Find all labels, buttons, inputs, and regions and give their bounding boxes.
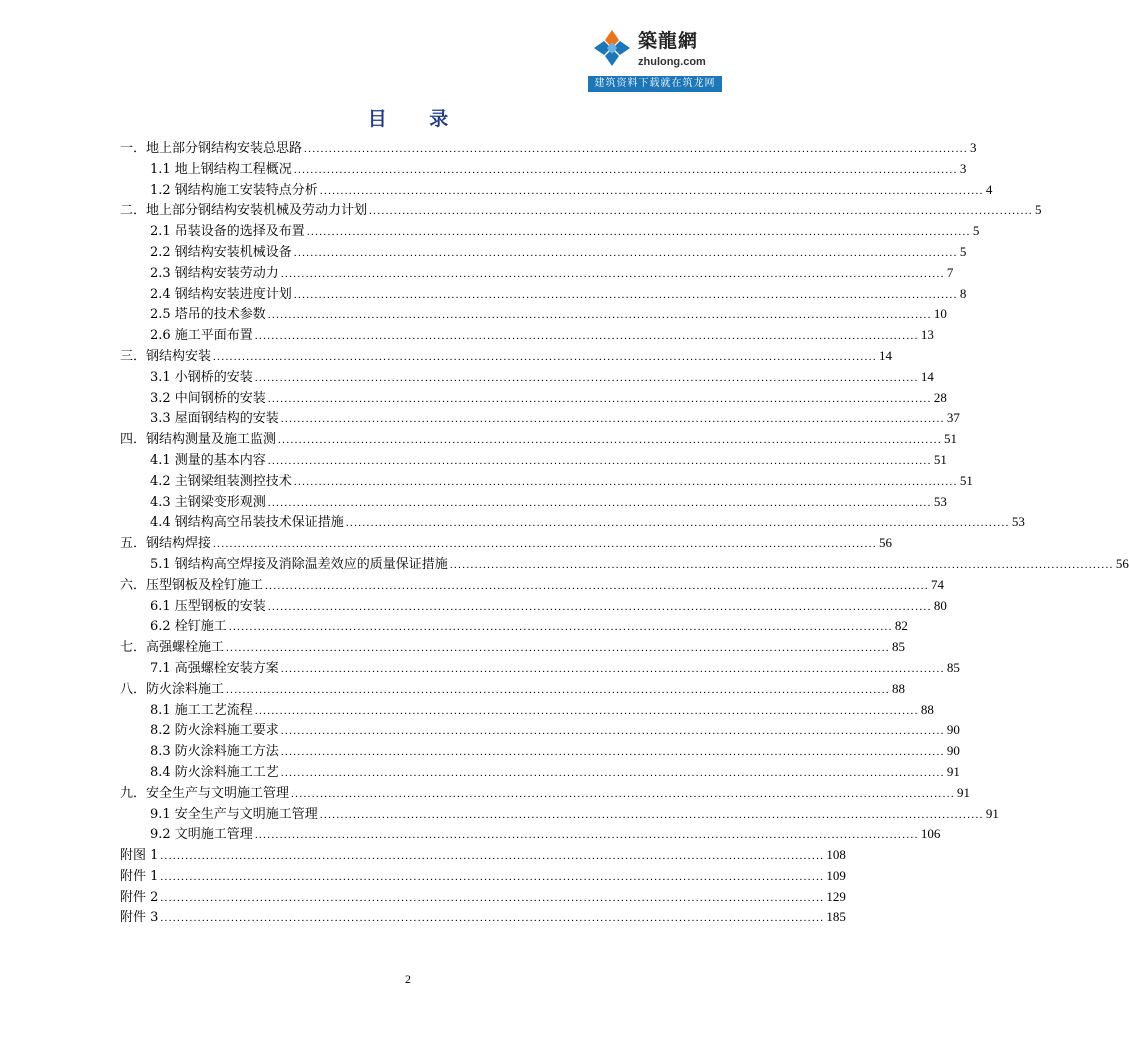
toc-dot-leader: ................................................................................................................................................................ xyxy=(160,891,825,904)
toc-entry-title: 1.1 地上钢结构工程概况 xyxy=(150,161,292,177)
toc-entry-page: 3 xyxy=(959,160,967,176)
toc-entry-title: 2.4 钢结构安装进度计划 xyxy=(150,286,292,302)
toc-entry-page: 51 xyxy=(944,431,958,447)
toc-entry[interactable] xyxy=(120,679,906,700)
toc-entry-title: 五．钢结构焊接 xyxy=(120,536,212,552)
toc-dot-leader: ................................................................................................................................................................ xyxy=(254,704,919,717)
toc-entry[interactable] xyxy=(120,263,954,284)
toc-entry-title: 九．安全生产与文明施工管理 xyxy=(120,785,290,801)
toc-entry[interactable] xyxy=(120,159,967,180)
toc-entry-page: 14 xyxy=(920,368,934,384)
toc-entry-title: 8.2 防火涂料施工要求 xyxy=(150,723,279,739)
logo-domain: zhulong.com xyxy=(638,56,706,68)
toc-dot-leader: ................................................................................................................................................................ xyxy=(278,434,943,447)
toc-entry-title: 附件 2 xyxy=(120,889,159,905)
toc-entry-page: 3 xyxy=(970,140,977,155)
toc-entry[interactable] xyxy=(120,429,958,450)
toc-entry-title: 8.1 施工工艺流程 xyxy=(150,702,253,718)
toc-entry[interactable] xyxy=(120,325,934,346)
toc-entry-page: 5 xyxy=(959,243,967,259)
toc-entry-page: 53 xyxy=(933,493,947,509)
toc-entry-title: 7.1 高强螺栓安装方案 xyxy=(150,660,279,676)
toc-entry-page: 90 xyxy=(946,722,960,738)
toc-entry-title: 附件 3 xyxy=(120,910,159,926)
toc-entry-page: 91 xyxy=(985,805,999,821)
toc-dot-leader: ................................................................................................................................................................ xyxy=(280,746,945,759)
toc-entry-page: 91 xyxy=(946,763,960,779)
toc-entry[interactable] xyxy=(120,845,846,866)
toc-entry-page: 56 xyxy=(879,535,893,551)
toc-entry-page: 90 xyxy=(946,743,960,759)
toc-dot-leader: ................................................................................................................................................................ xyxy=(280,662,945,675)
toc-entry[interactable] xyxy=(120,596,947,617)
toc-entry[interactable] xyxy=(120,180,993,201)
toc-entry-page: 28 xyxy=(933,389,947,405)
toc-dot-leader: ................................................................................................................................................................ xyxy=(267,392,932,405)
logo-chinese-name: 築龍網 xyxy=(638,30,699,52)
toc-dot-leader: ................................................................................................................................................................ xyxy=(160,912,825,925)
toc-dot-leader: ................................................................................................................................................................ xyxy=(226,642,891,655)
toc-entry-title: 9.2 文明施工管理 xyxy=(150,827,253,843)
toc-entry-title: 6.2 栓钉施工 xyxy=(150,619,227,635)
toc-entry-title: 8.4 防火涂料施工工艺 xyxy=(150,764,279,780)
toc-dot-leader: ................................................................................................................................................................ xyxy=(280,413,945,426)
toc-entry[interactable] xyxy=(120,824,941,845)
toc-dot-leader: ................................................................................................................................................................ xyxy=(160,870,825,883)
toc-dot-leader: ................................................................................................................................................................ xyxy=(254,371,919,384)
toc-entry-page: 8 xyxy=(959,285,967,301)
toc-dot-leader: ................................................................................................................................................................ xyxy=(280,766,945,779)
toc-entry-title: 4.2 主钢梁组装测控技术 xyxy=(150,473,292,489)
toc-entry-page: 106 xyxy=(920,826,941,842)
toc-dot-leader: ................................................................................................................................................................ xyxy=(280,267,945,280)
toc-entry-page: 129 xyxy=(826,888,846,904)
toc-entry-title: 四．钢结构测量及施工监测 xyxy=(120,432,277,448)
toc-dot-leader: ................................................................................................................................................................ xyxy=(254,330,919,343)
toc-entry-title: 1.2 钢结构施工安装特点分析 xyxy=(150,182,318,198)
toc-entry[interactable] xyxy=(120,242,967,263)
toc-entry-title: 9.1 安全生产与文明施工管理 xyxy=(150,806,318,822)
page-number: 2 xyxy=(405,972,411,986)
toc-entry[interactable] xyxy=(120,804,999,825)
toc-dot-leader: ................................................................................................................................................................ xyxy=(213,350,878,363)
toc-entry[interactable] xyxy=(120,388,947,409)
toc-dot-leader: ................................................................................................................................................................ xyxy=(228,621,893,634)
toc-dot-leader: ................................................................................................................................................................ xyxy=(293,246,958,259)
toc-entry-title: 4.1 测量的基本内容 xyxy=(150,452,266,468)
toc-entry-title: 8.3 防火涂料施工方法 xyxy=(150,744,279,760)
toc-entry[interactable] xyxy=(120,533,893,554)
toc-dot-leader: ................................................................................................................................................................ xyxy=(319,808,984,821)
toc-entry[interactable] xyxy=(120,741,960,762)
toc-entry-title: 七．高强螺栓施工 xyxy=(120,640,225,656)
toc-entry-title: 6.1 压型钢板的安装 xyxy=(150,598,266,614)
toc-entry-title: 2.6 施工平面布置 xyxy=(150,328,253,344)
toc-entry-title: 2.3 钢结构安装劳动力 xyxy=(150,265,279,281)
toc-entry-page: 13 xyxy=(920,327,934,343)
page-title: 目 录 xyxy=(367,108,467,130)
toc-dot-leader: ................................................................................................................................................................ xyxy=(291,787,956,800)
toc-entry[interactable] xyxy=(120,408,960,429)
toc-dot-leader: ................................................................................................................................................................ xyxy=(267,309,932,322)
toc-entry[interactable] xyxy=(120,304,947,325)
toc-entry-page: 37 xyxy=(946,410,960,426)
toc-dot-leader: ................................................................................................................................................................ xyxy=(265,579,930,592)
toc-entry-title: 三．钢结构安装 xyxy=(120,348,212,364)
toc-entry-title: 2.5 塔吊的技术参数 xyxy=(150,307,266,323)
toc-entry-page: 5 xyxy=(1035,202,1042,218)
toc-entry-page: 88 xyxy=(920,701,934,717)
toc-dot-leader: ................................................................................................................................................................ xyxy=(267,496,932,509)
toc-entry-page: 14 xyxy=(879,347,893,363)
toc-entry-title: 附件 1 xyxy=(120,868,159,884)
site-logo xyxy=(588,22,722,94)
toc-entry[interactable] xyxy=(120,700,934,721)
toc-entry-title: 附图 1 xyxy=(120,848,159,864)
toc-entry-page: 91 xyxy=(957,784,971,800)
toc-entry-title: 二．地上部分钢结构安装机械及劳动力计划 xyxy=(120,203,368,219)
toc-entry-page: 51 xyxy=(959,472,973,488)
toc-entry-title: 一．地上部分钢结构安装总思路 xyxy=(120,141,303,156)
toc-entry[interactable] xyxy=(120,866,846,887)
toc-entry[interactable] xyxy=(120,346,893,367)
toc-entry[interactable] xyxy=(120,138,977,159)
toc-dot-leader: ................................................................................................................................................................ xyxy=(160,850,825,863)
toc-entry[interactable] xyxy=(120,492,947,513)
logo-diamond-icon xyxy=(592,28,632,68)
toc-entry-page: 10 xyxy=(933,306,947,322)
logo-slogan: 建筑资料下载就在筑龙网 xyxy=(588,76,722,92)
toc-entry[interactable] xyxy=(120,471,973,492)
toc-dot-leader: ................................................................................................................................................................ xyxy=(267,454,932,467)
toc-entry[interactable] xyxy=(120,512,1025,533)
toc-dot-leader: ................................................................................................................................................................ xyxy=(267,600,932,613)
toc-dot-leader: ................................................................................................................................................................ xyxy=(319,184,984,197)
toc-entry-page: 109 xyxy=(826,867,846,883)
toc-entry-page: 88 xyxy=(892,680,906,696)
toc-entry-page: 85 xyxy=(946,659,960,675)
toc-entry[interactable] xyxy=(120,367,934,388)
toc-entry[interactable] xyxy=(120,887,846,908)
toc-dot-leader: ................................................................................................................................................................ xyxy=(280,725,945,738)
toc-dot-leader: ................................................................................................................................................................ xyxy=(449,558,1114,571)
toc-entry[interactable] xyxy=(120,762,960,783)
toc-dot-leader: ................................................................................................................................................................ xyxy=(369,205,1034,218)
toc-entry[interactable] xyxy=(120,284,967,305)
toc-entry-page: 4 xyxy=(985,181,993,197)
toc-dot-leader: ................................................................................................................................................................ xyxy=(306,226,971,239)
toc-entry[interactable] xyxy=(120,783,971,804)
toc-entry-title: 3.1 小钢桥的安装 xyxy=(150,369,253,385)
toc-entry-page: 80 xyxy=(933,597,947,613)
toc-entry-title: 3.2 中间钢桥的安装 xyxy=(150,390,266,406)
toc-entry-title: 5.1 钢结构高空焊接及消除温差效应的质量保证措施 xyxy=(150,556,448,572)
toc-entry[interactable] xyxy=(120,554,1129,575)
toc-entry-title: 4.3 主钢梁变形观测 xyxy=(150,494,266,510)
toc-entry[interactable] xyxy=(120,221,980,242)
toc-entry-page: 185 xyxy=(826,909,846,925)
toc-entry-page: 82 xyxy=(894,618,908,634)
toc-entry-page: 51 xyxy=(933,451,947,467)
toc-dot-leader: ................................................................................................................................................................ xyxy=(293,163,958,176)
toc-entry-page: 56 xyxy=(1115,555,1129,571)
toc-entry-page: 7 xyxy=(946,264,954,280)
toc-dot-leader: ................................................................................................................................................................ xyxy=(345,517,1010,530)
toc-entry-page: 74 xyxy=(931,576,945,592)
table-of-contents xyxy=(120,138,1129,928)
toc-entry-title: 八．防火涂料施工 xyxy=(120,681,225,697)
toc-entry-page: 5 xyxy=(972,223,980,239)
toc-entry[interactable] xyxy=(120,575,945,596)
toc-entry-title: 4.4 钢结构高空吊装技术保证措施 xyxy=(150,515,344,531)
toc-entry-title: 六．压型钢板及栓钉施工 xyxy=(120,577,264,593)
toc-dot-leader: ................................................................................................................................................................ xyxy=(226,683,891,696)
toc-dot-leader: ................................................................................................................................................................ xyxy=(293,475,958,488)
toc-entry-title: 2.2 钢结构安装机械设备 xyxy=(150,244,292,260)
toc-entry-page: 53 xyxy=(1011,514,1025,530)
toc-entry[interactable] xyxy=(120,637,906,658)
toc-entry-title: 2.1 吊装设备的选择及布置 xyxy=(150,224,305,240)
toc-entry-page: 108 xyxy=(826,847,846,863)
toc-dot-leader: ................................................................................................................................................................ xyxy=(293,288,958,301)
toc-entry-page: 85 xyxy=(892,639,906,655)
toc-entry[interactable] xyxy=(120,720,960,741)
toc-entry[interactable] xyxy=(120,200,1042,221)
toc-dot-leader: ................................................................................................................................................................ xyxy=(304,143,969,155)
toc-entry-title: 3.3 屋面钢结构的安装 xyxy=(150,411,279,427)
toc-entry[interactable] xyxy=(120,907,846,928)
toc-dot-leader: ................................................................................................................................................................ xyxy=(254,829,919,842)
toc-entry[interactable] xyxy=(120,450,947,471)
toc-dot-leader: ................................................................................................................................................................ xyxy=(213,538,878,551)
toc-entry[interactable] xyxy=(120,616,908,637)
toc-entry[interactable] xyxy=(120,658,960,679)
